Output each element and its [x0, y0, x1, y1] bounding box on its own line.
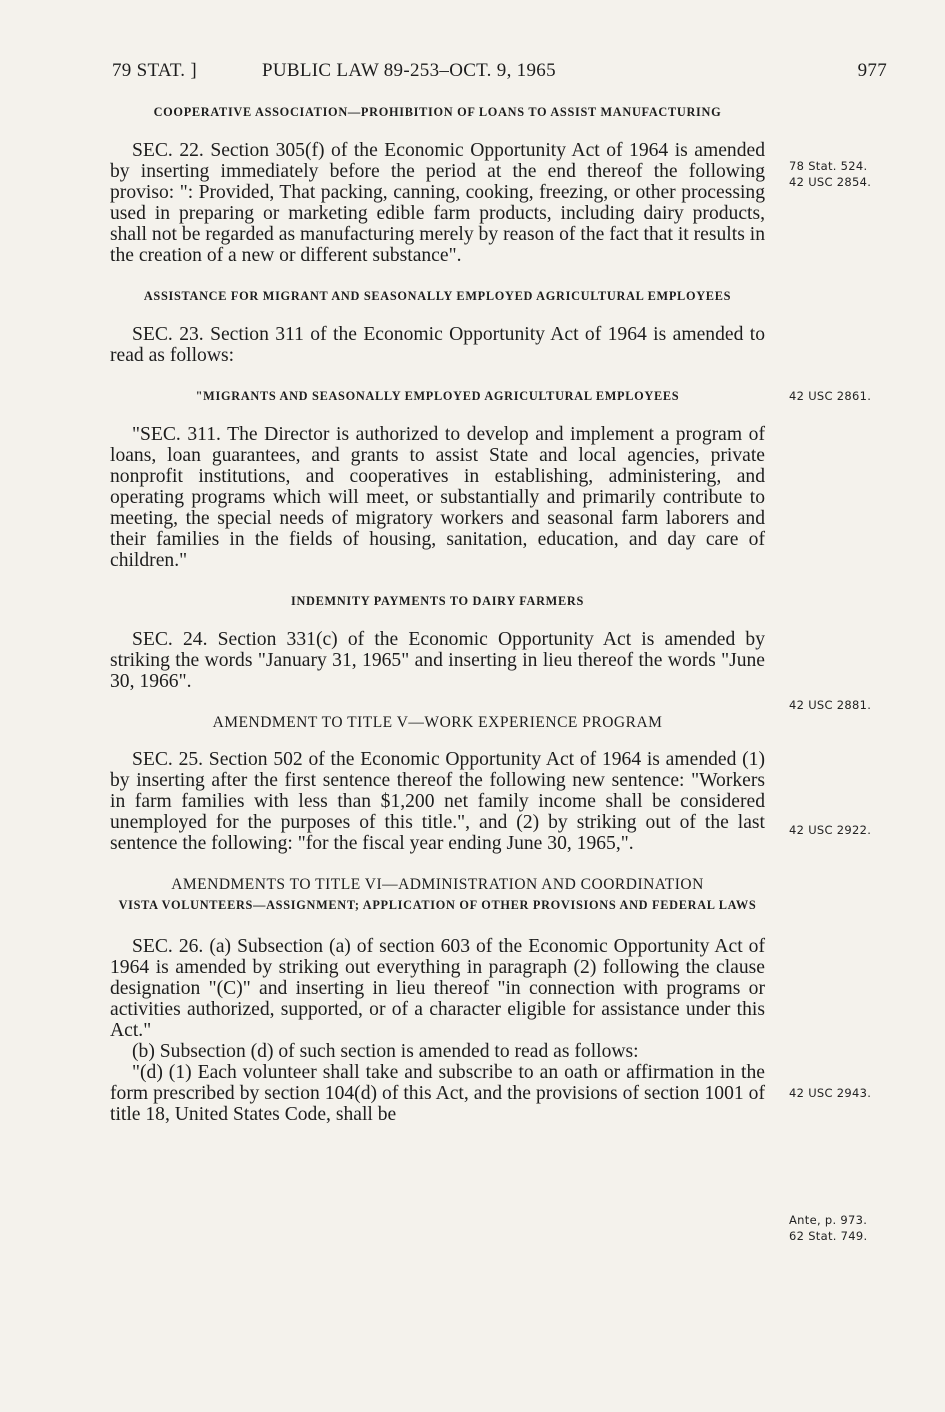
section-heading-24: INDEMNITY PAYMENTS TO DAIRY FARMERS: [290, 594, 585, 608]
margin-citation-sec24: 42 USC 2881.: [789, 698, 872, 712]
page-number: 977: [857, 60, 887, 81]
volume-reference: 79 STAT. ]: [112, 60, 198, 81]
section-26b-text: (b) Subsection (d) of such section is amended to read as follows:: [132, 1041, 639, 1062]
section-heading-25: AMENDMENT TO TITLE V—WORK EXPERIENCE PROGRAM: [212, 714, 663, 731]
section-22-text: SEC. 22. Section 305(f) of the Economic Opportunity Act of 1964 is amended by inserting immediately before the period at the end thereof the following proviso: ": Provided, That packing, canning, cooking, freezing, or other processing used in preparing or marketing edible farm products, including dairy products, shall not be regarded as manufacturing merely by reason of the fact that it results in the creation of a new or different substance".: [110, 140, 765, 266]
section-23-text: SEC. 23. Section 311 of the Economic Opportunity Act of 1964 is amended to read as follows:: [110, 324, 765, 366]
section-heading-22: COOPERATIVE ASSOCIATION—PROHIBITION OF LOANS TO ASSIST MANUFACTURING: [153, 105, 722, 119]
margin-citation-sec22: 78 Stat. 524. 42 USC 2854.: [789, 159, 872, 189]
section-24-text: SEC. 24. Section 331(c) of the Economic Opportunity Act is amended by striking the words "January 31, 1965" and inserting in lieu thereof the words "June 30, 1966".: [110, 629, 765, 692]
margin-citation-sec26-ante: Ante, p. 973. 62 Stat. 749.: [789, 1213, 868, 1243]
body-text: [110, 102, 765, 1125]
section-heading-23: ASSISTANCE FOR MIGRANT AND SEASONALLY EMPLOYED AGRICULTURAL EMPLOYEES: [143, 289, 732, 303]
section-311-text: "SEC. 311. The Director is authorized to develop and implement a program of loans, loan guarantees, and grants to assist State and local agencies, private nonprofit institutions, and cooperatives in establishing, administering, and operating programs which will meet, or substantially and primarily contribute to meeting, the special needs of migratory workers and seasonal farm laborers and their families in the fields of housing, sanitation, education, and day care of children.": [110, 424, 765, 571]
running-title: PUBLIC LAW 89-253–OCT. 9, 1965: [262, 60, 556, 81]
title-vi-heading: AMENDMENTS TO TITLE VI—ADMINISTRATION AND COORDINATION: [171, 876, 704, 893]
vista-volunteers-heading: VISTA VOLUNTEERS—ASSIGNMENT; APPLICATION OF OTHER PROVISIONS AND FEDERAL LAWS: [118, 898, 757, 912]
section-26d-text: "(d) (1) Each volunteer shall take and subscribe to an oath or affirmation in the form prescribed by section 104(d) of this Act, and the provisions of section 1001 of title 18, United States Code, shall be: [110, 1062, 765, 1125]
margin-citation-sec25: 42 USC 2922.: [789, 823, 872, 837]
section-26a-text: SEC. 26. (a) Subsection (a) of section 603 of the Economic Opportunity Act of 1964 is amended by striking out everything in paragraph (2) following the clause designation "(C)" and inserting in lieu thereof "in connection with programs or activities authorized, supported, or of a character eligible for assistance under this Act.": [110, 936, 765, 1041]
section-heading-311: "MIGRANTS AND SEASONALLY EMPLOYED AGRICULTURAL EMPLOYEES: [195, 389, 680, 403]
margin-citation-sec23: 42 USC 2861.: [789, 389, 872, 403]
section-25-text: SEC. 25. Section 502 of the Economic Opportunity Act of 1964 is amended (1) by inserting after the first sentence thereof the following new sentence: "Workers in farm families with less than $1,200 net family income shall be considered unemployed for the purposes of this title.", and (2) by striking out of the last sentence the following: "for the fiscal year ending June 30, 1965,".: [110, 749, 765, 854]
margin-citation-sec26: 42 USC 2943.: [789, 1086, 872, 1100]
